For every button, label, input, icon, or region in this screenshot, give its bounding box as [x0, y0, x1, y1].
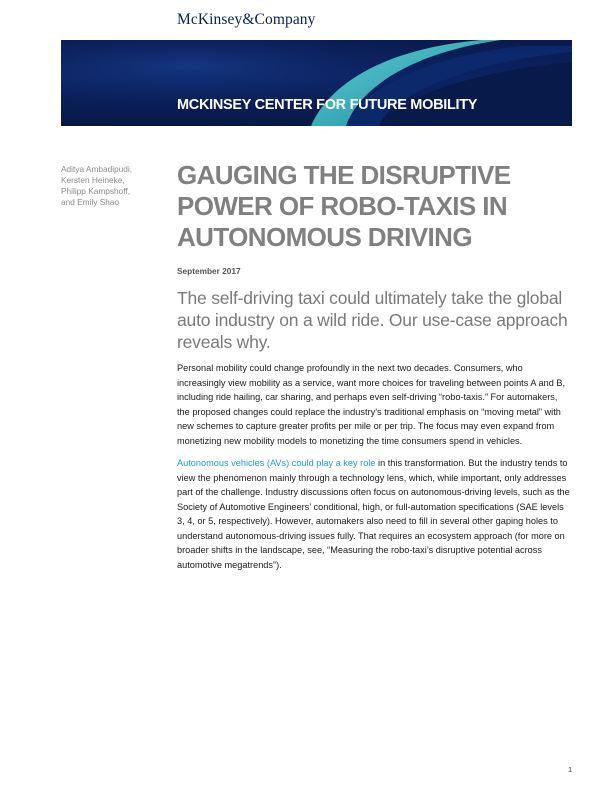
banner-title: MCKINSEY CENTER FOR FUTURE MOBILITY — [177, 97, 478, 113]
author-list: Aditya Ambadipudi, Kersten Heineke, Philipp Kampshoff, and Emily Shao — [61, 164, 133, 207]
publication-date: September 2017 — [177, 266, 241, 276]
body-paragraph-2 — [177, 456, 572, 572]
swoosh-graphic — [61, 40, 572, 126]
body-paragraph-1: Personal mobility could change profoundly in the next two decades. Consumers, who increasingly view mobility as a service, want more choices for traveling between points A and B, including ride hailing, car sharing, and perhaps even self-driving “robo-taxis.” For automakers, the proposed changes could replace the industry’s traditional emphasis on “moving metal” with new schemes to capture greater profits per mile or per trip. The focus may even expand from monetizing new mobility models to monetizing the time consumers spend in vehicles. — [177, 363, 566, 446]
page-number: 1 — [568, 765, 573, 774]
article-lede: The self-driving taxi could ultimately take the global auto industry on a wild ride. Our use-case approach reveals why. — [177, 288, 568, 352]
article-title: GAUGING THE DISRUPTIVE POWER OF ROBO-TAXIS IN AUTONOMOUS DRIVING — [177, 160, 511, 252]
autonomous-vehicles-link[interactable]: Autonomous vehicles (AVs) could play a key role — [177, 458, 376, 468]
brand-logo: McKinsey&Company — [177, 11, 316, 28]
body-paragraph-2-text: in this transformation. But the industry tends to view the phenomenon mainly through a technology lens, which, while important, only addresses part of the challenge. Industry discussions often focus on autonomous-driving levels, such as the Society of Automotive Engineers’ conditional, high, or full-automation specifications (SAE levels 3, 4, or 5, respectively). However, automakers also need to fill in several other gaping holes to understand autonomous-driving issues fully. That requires an ecosystem approach (for more on broader shifts in the landscape, see, “Measuring the robo-taxi’s disruptive potential across automotive megatrends”). — [177, 458, 570, 570]
header-banner — [61, 40, 572, 126]
